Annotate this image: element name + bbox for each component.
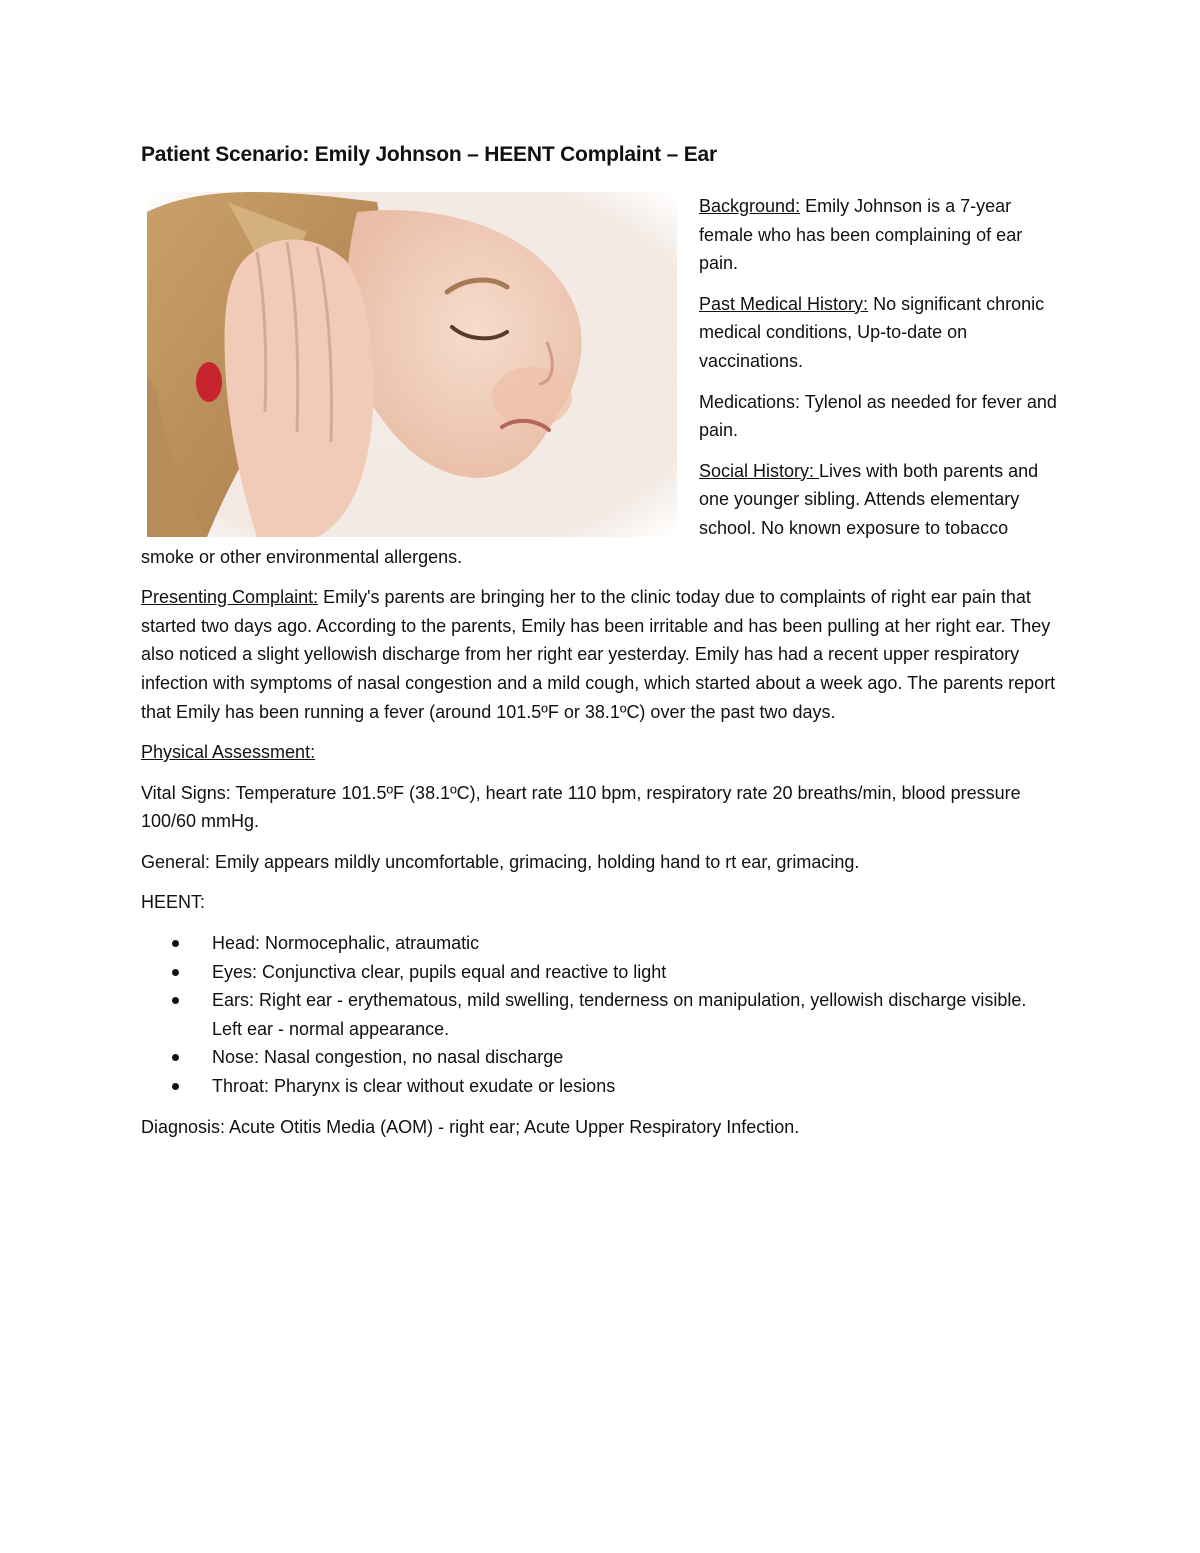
physical-label: Physical Assessment: <box>141 742 316 763</box>
photo-illustration <box>147 192 677 537</box>
presenting-text: Emily's parents are bringing her to the clinic today due to complaints of right ear pain that started two days ago. According to the parents, Emily has been irritable and has been pulling at her right ear. They also noticed a slight yellowish discharge from her right ear yesterday. Emily has had a recent upper respiratory infection with symptoms of nasal congestion and a mild cough, which started about a week ago. The parents report that Emily has been running a fever (around 101.5ºF or 38.1ºC) over the past two days. <box>141 587 1056 722</box>
list-item-text: Throat: Pharynx is clear without exudate or lesions <box>212 1076 616 1097</box>
presenting-label: Presenting Complaint: <box>141 587 319 608</box>
heent-list <box>141 929 1061 1101</box>
social-label: Social History: <box>699 460 820 481</box>
list-item-text: Nose: Nasal congestion, no nasal discharge <box>212 1047 564 1068</box>
bullet-icon <box>172 1054 179 1061</box>
list-item <box>141 929 1061 958</box>
list-item <box>141 958 1061 987</box>
list-item <box>141 1072 1061 1101</box>
physical-assessment-heading <box>141 738 1061 767</box>
child-holding-ear-photo <box>147 192 677 537</box>
page-title: Patient Scenario: Emily Johnson – HEENT Complaint – Ear <box>141 143 717 166</box>
list-item <box>141 1043 1061 1072</box>
pmh-label: Past Medical History: <box>699 293 869 314</box>
social-text: Lives with both parents and one younger sibling. Attends elementary school. No known exposure to tobacco smoke or other environmental allergens. <box>141 460 1039 567</box>
list-item-text: Ears: Right ear - erythematous, mild swelling, tenderness on manipulation, yellowish discharge visible. Left ear - normal appearance. <box>212 990 1027 1039</box>
bullet-icon <box>172 1083 179 1090</box>
general-paragraph: General: Emily appears mildly uncomfortable, grimacing, holding hand to rt ear, grimacing. <box>141 851 860 872</box>
medications-paragraph: Medications: Tylenol as needed for fever and pain. <box>699 391 1057 441</box>
background-text: Emily Johnson is a 7-year female who has been complaining of ear pain. <box>699 196 1023 274</box>
bullet-icon <box>172 940 179 947</box>
vitals-paragraph: Vital Signs: Temperature 101.5ºF (38.1ºC), heart rate 110 bpm, respiratory rate 20 breaths/min, blood pressure 100/60 mmHg. <box>141 782 1021 832</box>
document-body <box>141 140 1061 1153</box>
presenting-paragraph <box>141 583 1061 726</box>
pmh-text: No significant chronic medical conditions, Up-to-date on vaccinations. <box>699 293 1045 371</box>
list-item-text: Eyes: Conjunctiva clear, pupils equal and reactive to light <box>212 961 667 982</box>
bullet-icon <box>172 969 179 976</box>
diagnosis-paragraph: Diagnosis: Acute Otitis Media (AOM) - right ear; Acute Upper Respiratory Infection. <box>141 1116 800 1137</box>
list-item <box>141 986 1061 1043</box>
heent-heading: HEENT: <box>141 892 206 913</box>
background-label: Background: <box>699 196 801 216</box>
list-item-text: Head: Normocephalic, atraumatic <box>212 933 480 954</box>
bullet-icon <box>172 997 179 1004</box>
